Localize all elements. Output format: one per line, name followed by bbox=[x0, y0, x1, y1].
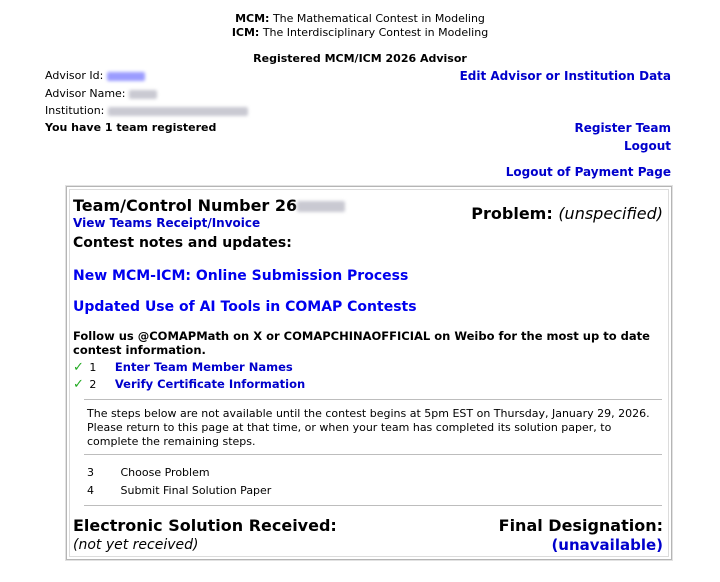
problem-label: Problem: bbox=[471, 204, 553, 223]
edit-advisor-link[interactable]: Edit Advisor or Institution Data bbox=[459, 69, 671, 83]
icm-text: The Interdisciplinary Contest in Modeling bbox=[262, 26, 489, 39]
step-number: 1 bbox=[89, 361, 97, 374]
control-number-redacted bbox=[297, 201, 345, 212]
mcm-text: The Mathematical Contest in Modeling bbox=[272, 12, 485, 25]
header-icm bbox=[0, 26, 720, 39]
solution-received-label: Electronic Solution Received: bbox=[73, 516, 337, 535]
view-receipt-link[interactable]: View Teams Receipt/Invoice bbox=[73, 216, 261, 230]
step-row-1 bbox=[73, 360, 293, 375]
choose-problem-step: Choose Problem bbox=[120, 466, 210, 479]
step-row-3 bbox=[87, 466, 210, 479]
institution-row bbox=[45, 104, 248, 117]
advisor-id-row bbox=[45, 69, 145, 82]
follow-text: Follow us @COMAPMath on X or COMAPCHINAOFFICIAL on Weibo for the most up to date contest information. bbox=[73, 329, 650, 357]
advisor-id-redacted bbox=[107, 72, 145, 81]
online-submission-link[interactable]: New MCM-ICM: Online Submission Process bbox=[73, 268, 409, 284]
solution-received-value: (not yet received) bbox=[73, 537, 199, 553]
step-row-4 bbox=[87, 484, 271, 497]
header-mcm bbox=[0, 12, 720, 25]
enter-team-member-names-link[interactable]: Enter Team Member Names bbox=[114, 360, 293, 374]
advisor-name-label: Advisor Name: bbox=[45, 87, 126, 100]
checkmark-icon: ✓ bbox=[73, 377, 84, 392]
step-row-2 bbox=[73, 377, 305, 392]
team-card-inner bbox=[69, 189, 669, 557]
divider bbox=[84, 505, 662, 506]
final-designation-label: Final Designation: bbox=[498, 516, 663, 535]
registered-title: Registered MCM/ICM 2026 Advisor bbox=[253, 52, 467, 65]
advisor-name-row bbox=[45, 87, 157, 100]
final-designation-value[interactable]: (unavailable) bbox=[551, 536, 663, 554]
problem-row bbox=[471, 204, 663, 223]
institution-label: Institution: bbox=[45, 104, 105, 117]
institution-redacted bbox=[108, 107, 248, 116]
submit-paper-step: Submit Final Solution Paper bbox=[120, 484, 272, 497]
mcm-abbr: MCM: bbox=[235, 12, 270, 25]
teams-registered: You have 1 team registered bbox=[45, 121, 217, 134]
advisor-name-redacted bbox=[129, 90, 157, 99]
step-number: 2 bbox=[89, 378, 97, 391]
steps-notice: The steps below are not available until the contest begins at 5pm EST on Thursday, January 29, 2026. Please return to this page at that time, or when your team has completed its solution paper, to complete the remaining steps. bbox=[87, 407, 650, 448]
team-control-row bbox=[73, 196, 345, 215]
checkmark-icon: ✓ bbox=[73, 360, 84, 375]
register-team-link[interactable]: Register Team bbox=[574, 121, 671, 135]
logout-link[interactable]: Logout bbox=[623, 139, 671, 153]
verify-certificate-link[interactable]: Verify Certificate Information bbox=[114, 377, 306, 391]
icm-abbr: ICM: bbox=[231, 26, 260, 39]
ai-tools-link[interactable]: Updated Use of AI Tools in COMAP Contests bbox=[73, 299, 417, 315]
notes-heading: Contest notes and updates: bbox=[73, 235, 292, 251]
team-card bbox=[66, 186, 672, 560]
divider bbox=[84, 454, 662, 455]
step-number: 3 bbox=[87, 466, 94, 479]
divider bbox=[84, 399, 662, 400]
advisor-id-label: Advisor Id: bbox=[45, 69, 104, 82]
team-control-number: Team/Control Number 26 bbox=[73, 196, 298, 215]
step-number: 4 bbox=[87, 484, 94, 497]
problem-value: (unspecified) bbox=[558, 204, 663, 223]
logout-payment-link[interactable]: Logout of Payment Page bbox=[505, 165, 671, 179]
